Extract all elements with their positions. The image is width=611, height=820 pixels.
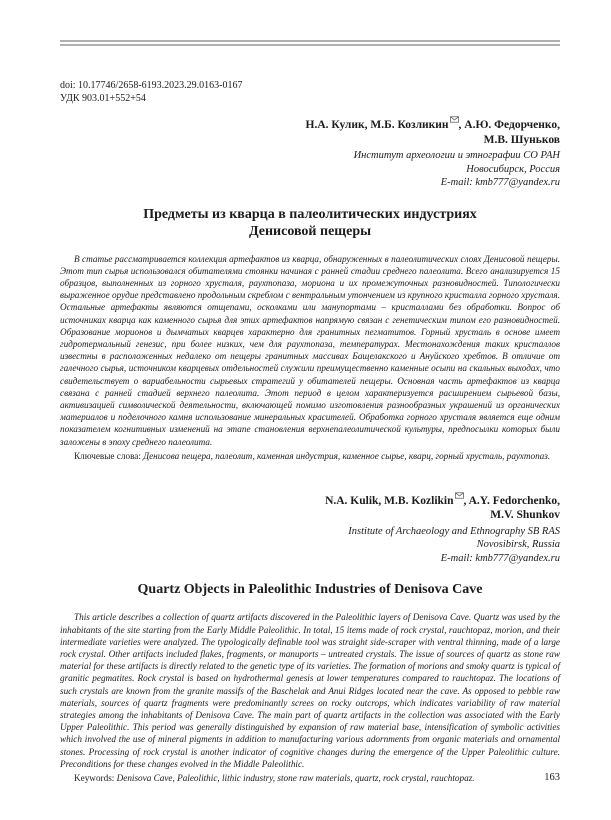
authors-en-part2: , A.Y. Fedorchenko, [463,494,560,507]
keywords-label-ru: Ключевые слова: [74,450,141,461]
keywords-en [60,772,560,784]
authors-ru-part2: , А.Ю. Федорченко, [458,119,560,131]
article-meta [60,80,560,105]
email-envelope-icon [450,116,459,123]
header-double-rule [60,40,560,46]
keywords-ru [60,450,560,462]
location-en: Novosibirsk, Russia [476,539,560,551]
affiliation-en-block [60,525,560,566]
authors-ru-line2: М.В. Шуньков [483,133,560,146]
abstract-ru: В статье рассматривается коллекция артефактов из кварца, обнаруженных в палеолитических слоях Денисовой пещеры. Этот тип сырья использовался обитателями стоянки начиная с ранней стадии среднего палеолита. Всего анализируется 15 образцов, выполненных из горного хрусталя, раухтопаза, мориона и их промежуточных разновидностей. Типологически выраженное орудие представлено продольным скреблом с вентральным утончением из крупного кристалла горного хрусталя. Остальные артефакты являются отщепами, осколками или манупортами – кристаллами без обработки. Вопрос об источниках кварца как каменного сырья для этих артефактов напрямую связан с генетическим типом его разновидностей. Образование морионов и дымчатых кварцев характерно для гранитных пегматитов. Горный хрусталь в основе имеет гидротермальный генезис, при более низких, чем для раухтопаза, температурах. Местонахождения таких кристаллов известны в расположенных недалеко от пещеры гранитных массивах Бащелакского и Ануйского хребтов. В отличие от галечного сырья, источником кварцевых отдельностей служили преимущественно каменные осыпи на скальных выходах, что свидетельствует о вариабельности сырьевых стратегий у обитателей пещеры. Основная часть артефактов из кварца связана с ранней стадией верхнего палеолита. Этот период в целом характеризуется расширением сырьевой базы, активизацией символической деятельности, включающей помимо изготовления разнообразных украшений из органических материалов и поделочного камня использование минеральных красителей. Обработка горного хрусталя является еще одним показателем когнитивных изменений на этапе становления верхнепалеолитической культуры, предпосылки которых были заложены в эпоху среднего палеолита. [60,253,560,447]
authors-en-line2: M.V. Shunkov [490,509,560,522]
content-column [60,0,560,784]
email-ru: E-mail: kmb777@yandex.ru [440,177,560,188]
authors-en-part1: N.A. Kulik, M.B. Kozlikin [325,494,454,507]
keywords-label-en: Keywords: [74,773,115,784]
paper-title-ru-line2: Денисовой пещеры [248,223,372,239]
authors-en [60,492,560,523]
affiliation-ru: Институт археологии и этнографии СО РАН [353,150,560,161]
affiliation-en: Institute of Archaeology and Ethnography SB RAS [348,525,560,537]
udk-text: УДК 903.01+552+54 [60,92,146,104]
paper-title-ru [60,206,560,240]
paper-title-ru-line1: Предметы из кварца в палеолитических индустриях [143,206,477,222]
email-envelope-icon [455,492,464,499]
keywords-text-en: Denisova Cave, Paleolithic, lithic industry, stone raw materials, quartz, rock crystal, rauchtopaz. [114,773,475,784]
location-ru: Новосибирск, Россия [466,163,560,175]
email-en: E-mail: kmb777@yandex.ru [440,552,560,564]
affiliation-ru-block [60,149,560,190]
keywords-text-ru: Денисова пещера, палеолит, каменная индустрия, каменное сырье, кварц, горный хрусталь, раухтопаз. [140,450,551,461]
authors-ru-part1: Н.А. Кулик, М.Б. Козликин [305,119,449,131]
authors-ru [60,116,560,147]
doi-text: doi: 10.17746/2658-6193.2023.29.0163-0167 [60,80,243,91]
abstract-en: This article describes a collection of quartz artifacts discovered in the Paleolithic layers of Denisova Cave. Quartz was used by the inhabitants of the site starting from the Early Middle Paleolithic. In total, 15 items made of rock crystal, rauchtopaz, morion, and their intermediate varieties were analyzed. The typologically definable tool was straight side-scraper with ventral thinning, made of a large rock crystal. Other artifacts included flakes, fragments, or manuports – untreated crystals. The issue of sources of quartz as stone raw material for these artifacts is directly related to the genetic type of its varieties. The formation of morions and smoky quartz is typical of granitic pegmatites. Rock crystal is based on hydrothermal genesis at lower temperatures compared to rauchtopaz. The locations of such crystals are known from the granite massifs of the Baschelak and Anui Ridges located near the cave. As opposed to pebble raw materials, sources of quartz fragments were predominantly screes on rocky outcrops, which indicates variability of raw material strategies among the inhabitants of Denisova Cave. The main part of quartz artifacts in the collection was associated with the Early Upper Paleolithic. This period was generally distinguished by expansion of raw material base, intensification of symbolic activities which involved the use of mineral pigments in addition to manufacturing various adornments from organic materials and ornamental stones. Processing of rock crystal is another indicator of cognitive changes during the emergence of the Upper Paleolithic culture. Preconditions for these changes evolved in the Middle Paleolithic. [60,612,560,769]
page-number: 163 [544,772,560,783]
paper-title-en: Quartz Objects in Paleolithic Industries of Denisova Cave [137,582,483,598]
